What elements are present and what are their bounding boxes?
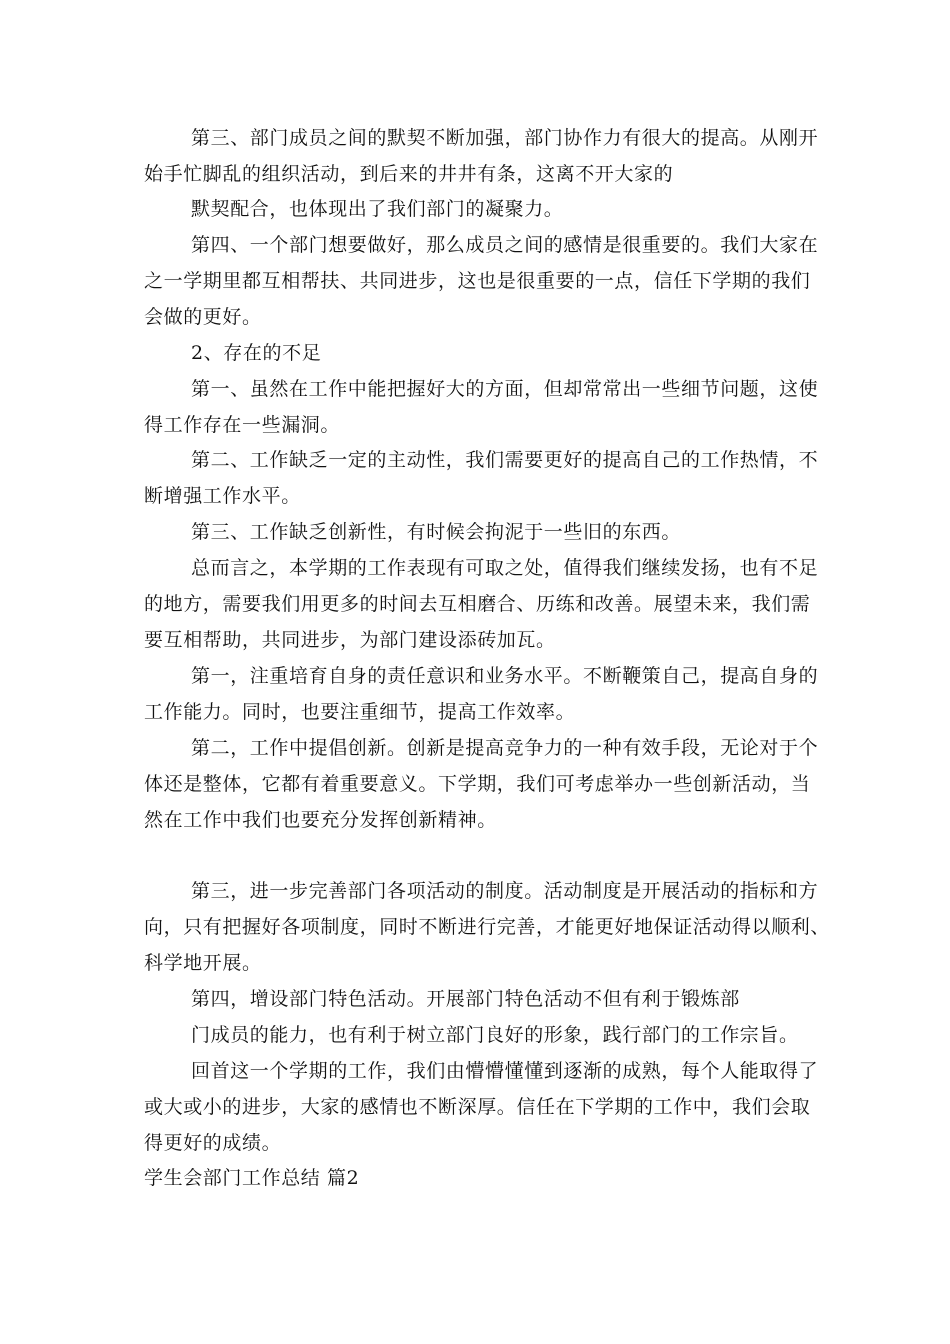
- paragraph-line: 向，只有把握好各项制度，同时不断进行完善，才能更好地保证活动得以顺利、: [144, 916, 831, 938]
- paragraph-line: 门成员的能力，也有利于树立部门良好的形象，践行部门的工作宗旨。: [191, 1024, 799, 1046]
- paragraph-line: 第四，增设部门特色活动。开展部门特色活动不但有利于锻炼部: [191, 988, 740, 1010]
- paragraph-line: 总而言之，本学期的工作表现有可取之处，值得我们继续发扬，也有不足: [191, 557, 819, 579]
- paragraph-line: 工作能力。同时，也要注重细节，提高工作效率。: [144, 701, 576, 723]
- paragraph-line: 体还是整体，它都有着重要意义。下学期，我们可考虑举办一些创新活动，当: [144, 773, 811, 795]
- paragraph-line: 始手忙脚乱的组织活动，到后来的井井有条，这离不开大家的: [144, 163, 674, 185]
- paragraph-line: 第三，进一步完善部门各项活动的制度。活动制度是开展活动的指标和方: [191, 880, 819, 902]
- paragraph-line: 得更好的成绩。: [144, 1132, 282, 1154]
- paragraph-line: 第二、工作缺乏一定的主动性，我们需要更好的提高自己的工作热情，不: [191, 449, 819, 471]
- paragraph-line: 第三、工作缺乏创新性，有时候会拘泥于一些旧的东西。: [191, 521, 682, 543]
- paragraph-line: 断增强工作水平。: [144, 485, 301, 507]
- paragraph-line: 要互相帮助，共同进步，为部门建设添砖加瓦。: [144, 629, 556, 651]
- paragraph-line: 之一学期里都互相帮扶、共同进步，这也是很重要的一点，信任下学期的我们: [144, 270, 811, 292]
- paragraph-line: 第二，工作中提倡创新。创新是提高竞争力的一种有效手段，无论对于个: [191, 737, 819, 759]
- paragraph-line: 第一、虽然在工作中能把握好大的方面，但却常常出一些细节问题，这使: [191, 378, 819, 400]
- section-heading: 2、存在的不足: [191, 342, 322, 364]
- paragraph-line: 得工作存在一些漏洞。: [144, 414, 341, 436]
- paragraph-line: 的地方，需要我们用更多的时间去互相磨合、历练和改善。展望未来，我们需: [144, 593, 811, 615]
- paragraph-line: 回首这一个学期的工作，我们由懵懵懂懂到逐渐的成熟，每个人能取得了: [191, 1060, 819, 1082]
- paragraph-line: 第四、一个部门想要做好，那么成员之间的感情是很重要的。我们大家在: [191, 234, 819, 256]
- paragraph-line: 默契配合，也体现出了我们部门的凝聚力。: [191, 198, 564, 220]
- paragraph-line: 第三、部门成员之间的默契不断加强，部门协作力有很大的提高。从刚开: [191, 127, 819, 149]
- paragraph-line: 或大或小的进步，大家的感情也不断深厚。信任在下学期的工作中，我们会取: [144, 1096, 811, 1118]
- paragraph-line: 科学地开展。: [144, 952, 262, 974]
- paragraph-line: 然在工作中我们也要充分发挥创新精神。: [144, 809, 497, 831]
- document-heading: 学生会部门工作总结 篇2: [144, 1167, 360, 1189]
- paragraph-line: 会做的更好。: [144, 306, 262, 328]
- paragraph-line: 第一，注重培育自身的责任意识和业务水平。不断鞭策自己，提高自身的: [191, 665, 819, 687]
